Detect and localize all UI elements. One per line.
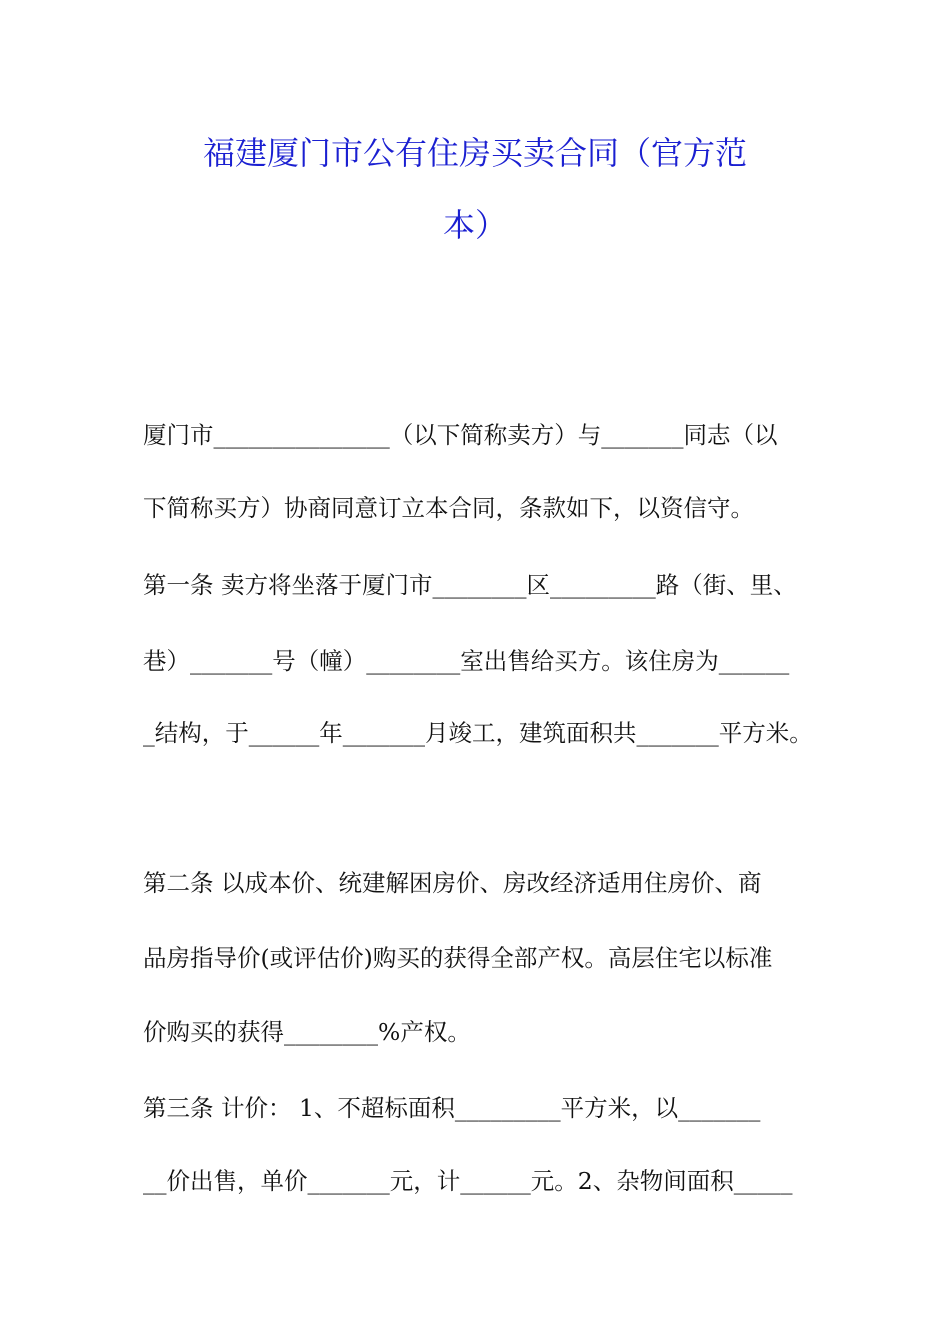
paragraph-line: 下简称买方）协商同意订立本合同，条款如下，以资信守。 <box>143 494 754 522</box>
article-1-line: 巷）_______号（幢）________室出售给买方。该住房为______ <box>143 647 790 675</box>
article-2-line: 品房指导价(或评估价)购买的获得全部产权。高层住宅以标准 <box>143 944 773 972</box>
paragraph-line: 厦门市_______________（以下简称卖方）与_______同志（以 <box>143 421 778 449</box>
document-title-line-2: 本） <box>442 206 507 244</box>
article-3-line: 第三条 计价： 1、不超标面积_________平方米，以_______ <box>143 1094 761 1122</box>
article-2-line: 价购买的获得________%产权。 <box>143 1018 471 1046</box>
document-title-line-1: 福建厦门市公有住房买卖合同（官方范 <box>202 134 747 172</box>
article-1-line: 第一条 卖方将坐落于厦门市________区_________路（街、里、 <box>143 571 797 599</box>
article-3-line: __价出售，单价_______元，计______元。2、杂物间面积_____ <box>143 1167 793 1195</box>
article-1-line: _结构，于______年_______月竣工，建筑面积共_______平方米。 <box>143 719 813 747</box>
article-2-line: 第二条 以成本价、统建解困房价、房改经济适用住房价、商 <box>143 869 762 897</box>
